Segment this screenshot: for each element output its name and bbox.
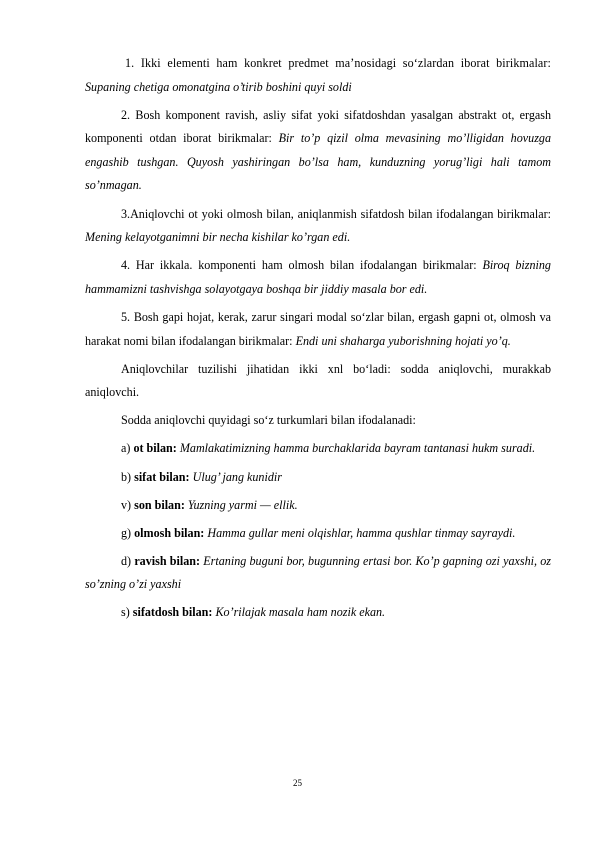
example-text: Mening kelayotganimni bir necha kishilar ko’rgan edi.	[85, 230, 351, 245]
list-prefix: s)	[121, 605, 130, 620]
paragraph-text: Sodda aniqlovchi quyidagi so‘z turkumlari bilan ifodalanadi:	[121, 413, 416, 428]
list-label: son bilan:	[134, 497, 185, 512]
list-prefix: g)	[121, 525, 132, 540]
list-prefix: b)	[121, 469, 132, 484]
paragraph-text: 4. Har ikkala. komponenti ham olmosh bilan ifodalangan birikmalar:	[121, 258, 477, 273]
example-text: Endi uni shaharga yuborishning hojati yo’q.	[295, 333, 511, 348]
example-text: Mamlakatimizning hamma burchaklarida bayram tantanasi hukm suradi.	[179, 441, 536, 456]
document-page	[85, 52, 551, 630]
paragraph-7	[85, 409, 551, 433]
example-text: Ertaning buguni bor, bugunning ertasi bor. Ko’p gapning ozi yaxshi, oz so’zning o’zi yaxshi	[85, 553, 551, 592]
list-item-b	[85, 466, 551, 490]
example-text: Ulug’ jang kunidir	[192, 469, 282, 484]
paragraph-text: Aniqlovchilar tuzilishi jihatidan ikki xnl bo‘ladi: sodda aniqlovchi, murakkab aniqlovchi.	[85, 361, 551, 400]
paragraph-2	[85, 104, 551, 198]
example-text: Supaning chetiga omonatgina o’tirib boshini quyi soldi	[85, 79, 352, 94]
list-prefix: a)	[121, 441, 131, 456]
paragraph-text: 1. Ikki elementi ham konkret predmet ma’nosidagi so‘zlardan iborat birikmalar:	[125, 56, 551, 70]
list-label: ot bilan:	[133, 441, 177, 456]
list-label: sifat bilan:	[134, 469, 190, 484]
list-item-v	[85, 494, 551, 518]
page-number: 25	[293, 778, 302, 788]
list-prefix: v)	[121, 497, 132, 512]
paragraph-text: 3.Aniqlovchi ot yoki olmosh bilan, aniqlanmish sifatdosh bilan ifodalangan birikmalar:	[121, 206, 551, 221]
list-item-g	[85, 522, 551, 546]
list-item-a	[85, 437, 551, 461]
example-text: Yuzning yarmi — ellik.	[187, 497, 298, 512]
example-text: Bir to’p qizil olma mevasining mo’lligidan hovuzga engashib tushgan. Quyosh yashiringan bo’lsa ham, kunduzning yorug’ligi hali tamom so’nmagan.	[85, 131, 551, 193]
list-item-d	[85, 550, 551, 597]
paragraph-text: 5. Bosh gapi hojat, kerak, zarur singari modal so‘zlar bilan, ergash gapni ot, olmosh va harakat nomi bilan ifodalangan birikmalar:	[85, 309, 551, 348]
example-text: Ko’rilajak masala ham nozik ekan.	[215, 605, 386, 620]
paragraph-text: 2. Bosh komponent ravish, asliy sifat yoki sifatdoshdan yasalgan abstrakt ot, ergash komponenti otdan iborat birikmalar:	[85, 107, 551, 146]
paragraph-1	[85, 52, 551, 99]
list-item-s	[85, 601, 551, 625]
paragraph-4	[85, 254, 551, 301]
paragraph-3	[85, 203, 551, 250]
list-label: sifatdosh bilan:	[132, 605, 213, 620]
paragraph-5	[85, 306, 551, 353]
list-label: olmosh bilan:	[134, 525, 205, 540]
list-label: ravish bilan:	[134, 553, 201, 568]
list-prefix: d)	[121, 553, 132, 568]
paragraph-6	[85, 358, 551, 405]
example-text: Biroq bizning hammamizni tashvishga solayotgaya boshqa bir jiddiy masala bor edi.	[85, 258, 551, 296]
example-text: Hamma gullar meni olqishlar, hamma qushlar tinmay sayraydi.	[207, 525, 516, 540]
